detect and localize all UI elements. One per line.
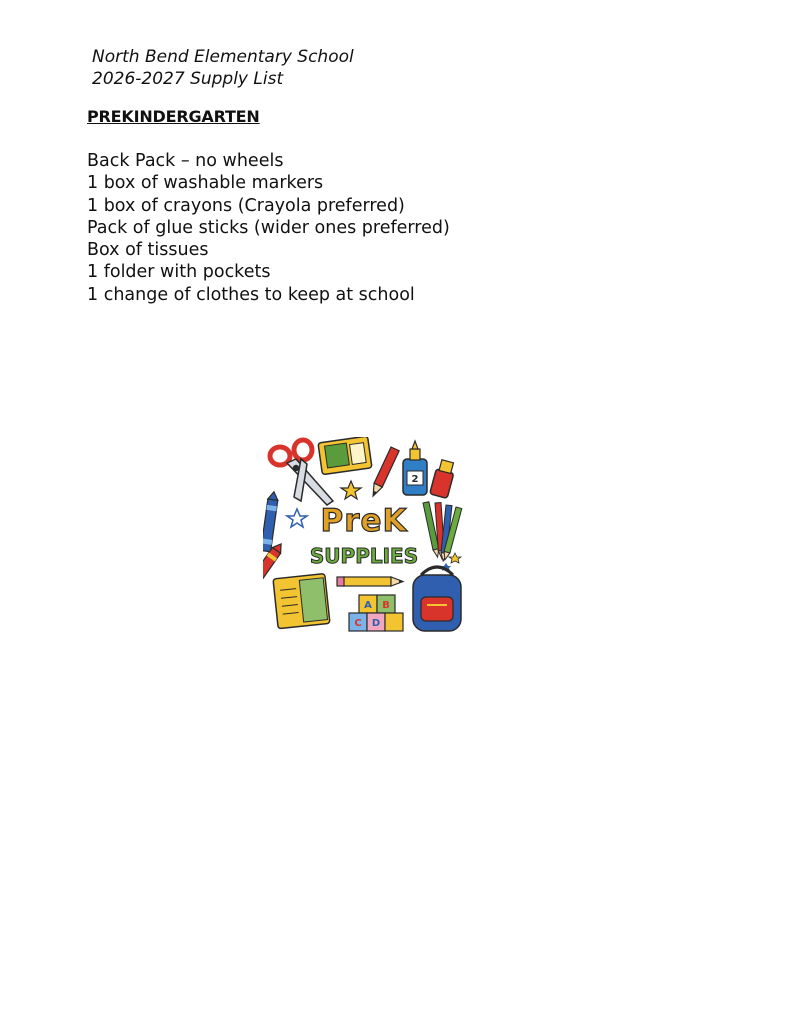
block-letter: B xyxy=(382,600,390,611)
star-icon xyxy=(287,509,307,527)
pencil-icon xyxy=(369,447,399,498)
supply-item: 1 change of clothes to keep at school xyxy=(87,284,415,305)
glue-bottle-icon xyxy=(403,441,427,495)
block-letter: D xyxy=(371,618,381,629)
prek-supplies-clipart xyxy=(263,437,469,643)
glue-stick-icon xyxy=(430,459,457,498)
backpack-icon xyxy=(413,567,461,631)
block-letter: A xyxy=(364,600,372,611)
notebook-icon xyxy=(318,437,372,475)
star-icon xyxy=(341,481,361,499)
crayon-icon xyxy=(263,491,279,552)
supply-item: 1 box of crayons (Crayola preferred) xyxy=(87,195,405,216)
supply-item: Box of tissues xyxy=(87,240,209,261)
alphabet-blocks-icon xyxy=(349,595,403,631)
block-letter: C xyxy=(354,618,362,629)
supply-list-title: 2026-2027 Supply List xyxy=(92,69,284,89)
supply-item: Back Pack – no wheels xyxy=(87,151,284,171)
glue-label: 2 xyxy=(411,474,419,485)
school-name: North Bend Elementary School xyxy=(92,47,354,67)
supply-item: Pack of glue sticks (wider ones preferred) xyxy=(87,217,450,238)
supply-item: 1 folder with pockets xyxy=(87,262,271,283)
clipart-word-supplies: SUPPLIES xyxy=(309,544,419,568)
supply-list xyxy=(87,150,450,306)
clipart-word-prek: PreK xyxy=(320,503,408,539)
document-header xyxy=(92,46,354,90)
grade-heading: PREKINDERGARTEN xyxy=(87,107,260,126)
supply-item: 1 box of washable markers xyxy=(87,173,324,194)
pencil-icon xyxy=(337,577,403,586)
notebook-icon xyxy=(273,574,330,629)
colored-pencils-icon xyxy=(423,502,462,562)
